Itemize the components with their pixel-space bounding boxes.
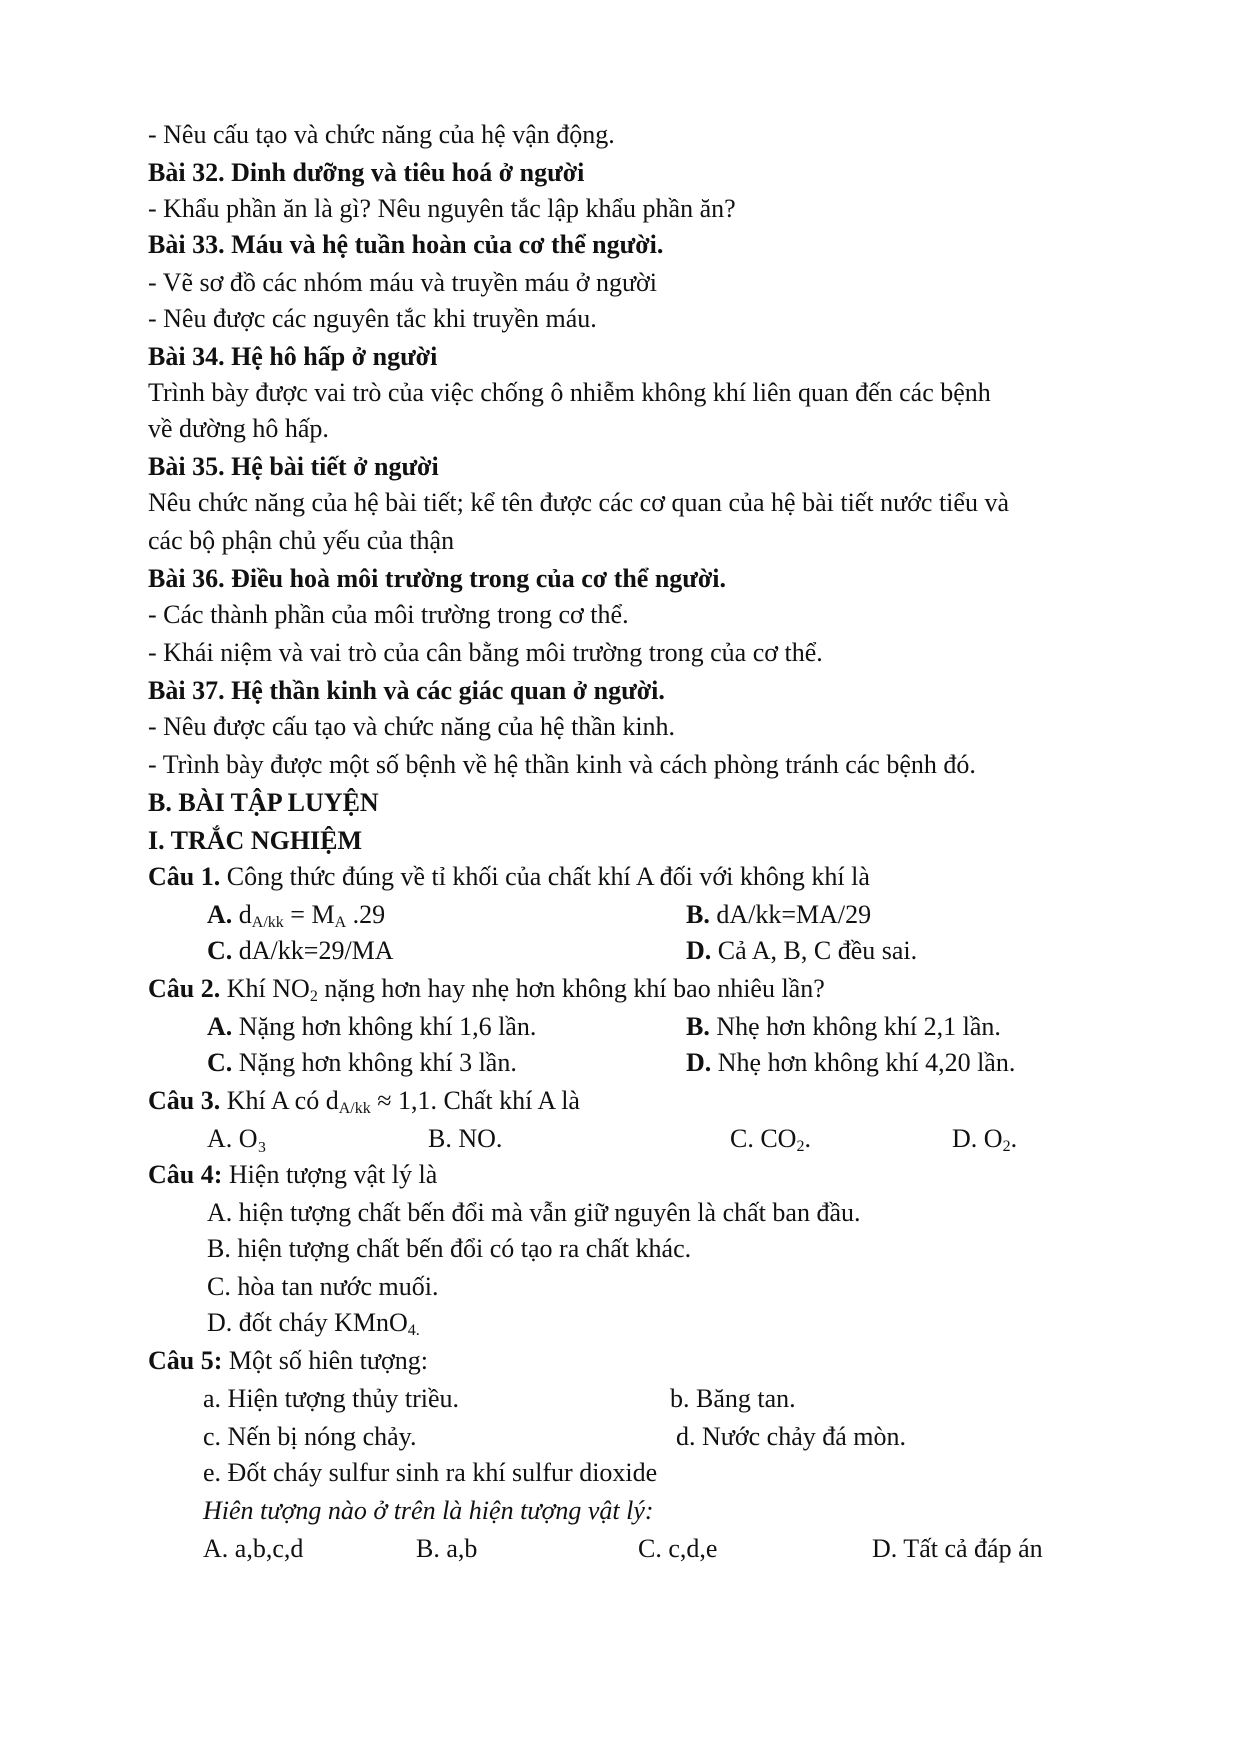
question-4-option-c: C. hòa tan nước muối. xyxy=(207,1272,439,1301)
option-label: D. xyxy=(686,1048,712,1077)
subscript: 2 xyxy=(309,988,318,1005)
subscript: 2 xyxy=(1002,1138,1011,1155)
question-2-text: Khí NO xyxy=(220,974,310,1003)
question-3-option-d xyxy=(952,1122,1017,1156)
question-3-option-a: A. O₃ xyxy=(207,1124,267,1153)
question-5 xyxy=(148,1344,428,1378)
option-text: . xyxy=(804,1124,811,1153)
lesson-37-title: Bài 37. Hệ thần kinh và các giác quan ở người. xyxy=(148,676,665,705)
lesson-36-line-2: - Khái niệm và vai trò của cân bằng môi trường trong của cơ thể. xyxy=(148,638,823,667)
question-4-option-a: A. hiện tượng chất bến đổi mà vẫn giữ nguyên là chất ban đầu. xyxy=(207,1198,861,1227)
question-5-option-d: D. Tất cả đáp án xyxy=(872,1534,1043,1563)
phenomenon-c: c. Nến bị nóng chảy. xyxy=(203,1422,417,1451)
question-5-option-b: B. a,b xyxy=(416,1534,478,1563)
question-1-label: Câu 1. xyxy=(148,862,221,891)
lesson-36-title: Bài 36. Điều hoà môi trường trong của cơ thể người. xyxy=(148,564,727,593)
phenomenon-e: e. Đốt cháy sulfur sinh ra khí sulfur dioxide xyxy=(203,1458,658,1487)
phenomenon-a: a. Hiện tượng thủy triều. xyxy=(203,1384,460,1413)
lesson-37-line-1: - Nêu được cấu tạo và chức năng của hệ thần kinh. xyxy=(148,712,676,741)
question-4 xyxy=(148,1158,437,1192)
option-text: Nhẹ hơn không khí 4,20 lần. xyxy=(711,1048,1016,1077)
question-1-option-a xyxy=(207,898,385,932)
question-3-option-c xyxy=(730,1122,811,1156)
lesson-32-title: Bài 32. Dinh dưỡng và tiêu hoá ở người xyxy=(148,158,585,187)
question-1-option-d xyxy=(686,934,917,968)
question-5-option-c: C. c,d,e xyxy=(638,1534,718,1563)
subscript: A xyxy=(334,914,347,931)
option-text: Nhẹ hơn không khí 2,1 lần. xyxy=(709,1012,1001,1041)
question-1-option-b xyxy=(686,898,871,932)
question-3-text: Khí A có d xyxy=(220,1086,339,1115)
option-text: Cả A, B, C đều sai. xyxy=(711,936,918,965)
option-text: D. O xyxy=(952,1124,1003,1153)
lesson-34-line-1: Trình bày được vai trò của việc chống ô nhiễm không khí liên quan đến các bệnh xyxy=(148,378,991,407)
option-text: Nặng hơn không khí 1,6 lần. xyxy=(232,1012,537,1041)
lesson-35-title: Bài 35. Hệ bài tiết ở người xyxy=(148,452,439,481)
question-2-label: Câu 2. xyxy=(148,974,221,1003)
question-4-text: Hiện tượng vật lý là xyxy=(222,1160,438,1189)
option-text: D. đốt cháy KMnO xyxy=(207,1308,408,1337)
option-label: A. xyxy=(207,1012,233,1041)
option-text: . xyxy=(1010,1124,1018,1153)
question-4-option-b: B. hiện tượng chất bến đổi có tạo ra chất khác. xyxy=(207,1234,692,1263)
option-label: D. xyxy=(686,936,712,965)
option-label: B. xyxy=(686,900,710,929)
lesson-35-line-1: Nêu chức năng của hệ bài tiết; kể tên được các cơ quan của hệ bài tiết nước tiểu và xyxy=(148,488,1009,517)
lesson-33-line-2: - Nêu được các nguyên tắc khi truyền máu. xyxy=(148,304,597,333)
option-text: C. CO xyxy=(730,1124,797,1153)
question-3 xyxy=(148,1084,580,1118)
question-2 xyxy=(148,972,825,1006)
section-b-heading: B. BÀI TẬP LUYỆN xyxy=(148,788,379,817)
lesson-34-title: Bài 34. Hệ hô hấp ở người xyxy=(148,342,438,371)
lesson-33-title: Bài 33. Máu và hệ tuần hoàn của cơ thể người. xyxy=(148,230,664,259)
lesson-32-line: - Khẩu phần ăn là gì? Nêu nguyên tắc lập khẩu phần ăn? xyxy=(148,194,736,223)
question-5-text: Một số hiên tượng: xyxy=(222,1346,428,1375)
option-text: Nặng hơn không khí 3 lần. xyxy=(232,1048,517,1077)
option-text: .29 xyxy=(346,900,386,929)
subscript: 2 xyxy=(796,1138,805,1155)
question-5-option-a: A. a,b,c,d xyxy=(203,1534,304,1563)
question-3-label: Câu 3. xyxy=(148,1086,221,1115)
option-label: C. xyxy=(207,1048,233,1077)
option-label: A. xyxy=(207,900,233,929)
subscript: A/kk xyxy=(251,914,284,931)
question-2-option-a xyxy=(207,1010,536,1044)
question-1-option-c xyxy=(207,934,394,968)
option-text: dA/kk=MA/29 xyxy=(709,900,872,929)
option-text: d xyxy=(232,900,252,929)
option-label: C. xyxy=(207,936,233,965)
question-2-text: nặng hơn hay nhẹ hơn không khí bao nhiêu lần? xyxy=(317,974,825,1003)
option-label: B. xyxy=(686,1012,710,1041)
phenomenon-d: d. Nước chảy đá mòn. xyxy=(676,1422,907,1451)
question-3-option-b: B. NO. xyxy=(428,1124,503,1153)
question-4-label: Câu 4: xyxy=(148,1160,223,1189)
lesson-35-line-2: các bộ phận chủ yếu của thận xyxy=(148,526,455,555)
section-i-heading: I. TRẮC NGHIỆM xyxy=(148,826,363,855)
lesson-34-line-2: về dường hô hấp. xyxy=(148,414,329,443)
option-text: dA/kk=29/MA xyxy=(232,936,394,965)
question-5-label: Câu 5: xyxy=(148,1346,223,1375)
subscript: 4. xyxy=(407,1322,420,1339)
question-3-text: ≈ 1,1. Chất khí A là xyxy=(370,1086,580,1115)
subscript: A/kk xyxy=(338,1100,371,1117)
option-text: = M xyxy=(283,900,335,929)
question-5-prompt: Hiên tượng nào ở trên là hiện tượng vật lý: xyxy=(203,1496,654,1525)
question-2-option-c xyxy=(207,1046,517,1080)
question-1 xyxy=(148,860,870,894)
phenomenon-b: b. Băng tan. xyxy=(670,1384,796,1413)
question-2-option-b xyxy=(686,1010,1001,1044)
lesson-33-line-1: - Vẽ sơ đồ các nhóm máu và truyền máu ở người xyxy=(148,268,658,297)
lesson-37-line-2: - Trình bày được một số bệnh về hệ thần kinh và cách phòng tránh các bệnh đó. xyxy=(148,750,976,779)
question-1-text: Công thức đúng về tỉ khối của chất khí A đối với không khí là xyxy=(220,862,870,891)
question-2-option-d xyxy=(686,1046,1015,1080)
theory-line: - Nêu cấu tạo và chức năng của hệ vận động. xyxy=(148,120,615,149)
lesson-36-line-1: - Các thành phần của môi trường trong cơ thể. xyxy=(148,600,629,629)
question-4-option-d xyxy=(207,1306,420,1340)
